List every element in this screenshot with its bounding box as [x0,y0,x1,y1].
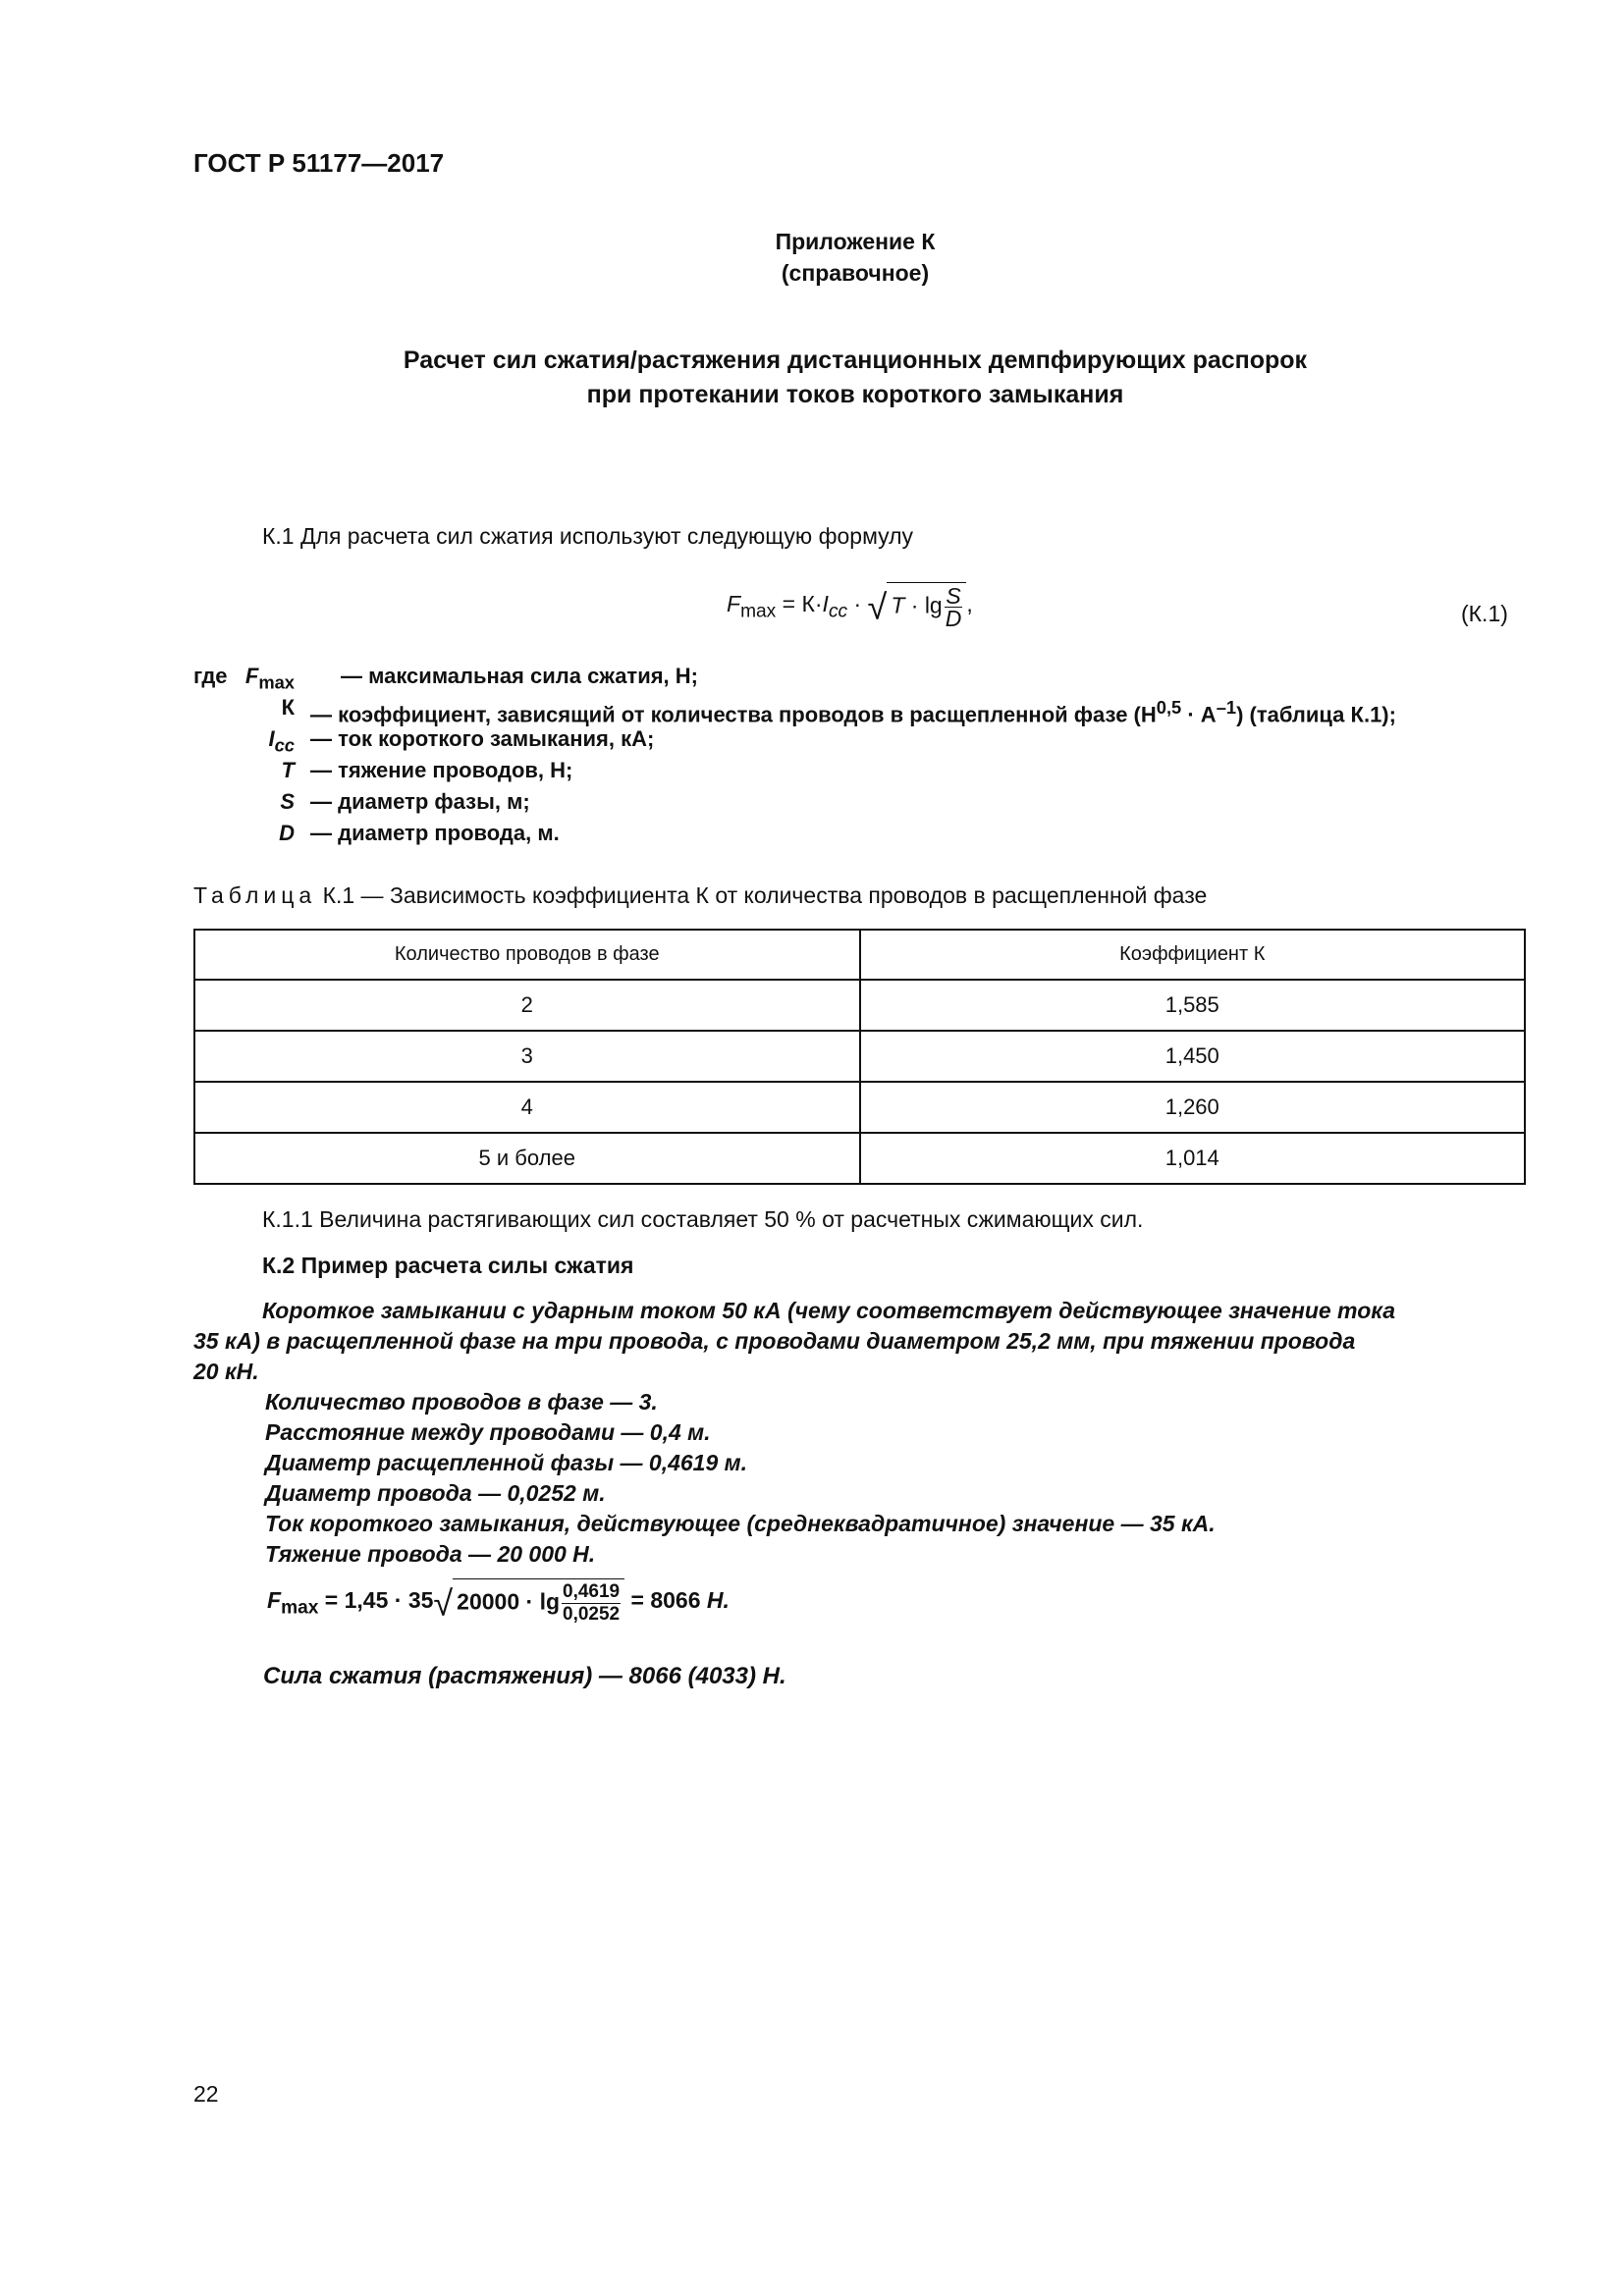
example-line-1: Короткое замыкании с ударным током 50 кА (чему соответствует действующее значение тока [262,1298,1395,1323]
example-data-item: Диаметр провода — 0,0252 м. [265,1480,606,1506]
where-item-k: К — коэффициент, зависящий от количества проводов в расщепленной фазе $(Н^{0,5} \cdot А^{-1})$ (таблица К.1); [281,695,1396,727]
k11-text: К.1.1 Величина растягивающих сил составляет 50 % от расчетных сжимающих сил. [262,1206,1144,1232]
page-number: 22 [193,2081,219,2107]
annex-label: Приложение К [775,229,936,254]
table-header-row [194,930,1525,980]
page-title [0,344,1624,412]
sqrt-expression: √ T · lg $\frac{S}{D}$ [868,582,967,629]
where-item-icc: $I_{cc}$ — ток короткого замыкания, кА; [268,726,655,756]
table-cell: 2 [194,980,860,1031]
annex-heading [0,226,1624,289]
where-item-s: S — диаметр фазы, м; [280,789,530,814]
sqrt-expression: √ 20000 · lg $\frac{0,4619}{0,0252}$ [433,1578,624,1626]
coefficient-table [193,929,1526,1185]
title-line-1: Расчет сил сжатия/растяжения дистанционных демпфирующих распорок [403,347,1308,374]
example-data-item: Тяжение провода — 20 000 Н. [265,1541,596,1567]
where-list [0,661,1624,849]
formula-number: (К.1) [1461,601,1508,626]
example-data-item: Ток короткого замыкания, действующее (среднеквадратичное) значение — 35 кА. [265,1511,1216,1536]
example-data-item: Количество проводов в фазе — 3. [265,1389,658,1415]
column-header-coefficient: Коэффициент К [860,930,1526,980]
formula-k1: $F_{max} = К\cdot I_{cc}$ · √ T · lg $\frac{S}{D}$ , [727,583,973,631]
table-row [194,1031,1525,1082]
result-text: Сила сжатия (растяжения) — 8066 (4033) Н. [263,1663,786,1689]
standard-number: ГОСТ Р 51177—2017 [193,148,445,178]
column-header-wires: Количество проводов в фазе [194,930,860,980]
k1-text: К.1 Для расчета сил сжатия используют следующую формулу [262,523,914,549]
table-cell: 1,450 [860,1031,1526,1082]
table-row [194,1082,1525,1133]
k2-heading: К.2 Пример расчета силы сжатия [262,1253,634,1278]
example-data-item: Диаметр расщепленной фазы — 0,4619 м. [265,1450,748,1475]
fraction-diameters: $\frac{0,4619}{0,0252}$ [563,1581,621,1625]
annex-type: (справочное) [781,260,930,286]
where-item-fmax: $F_{max}$ — максимальная сила сжатия, Н; [244,664,698,693]
table-cell: 1,014 [860,1133,1526,1184]
where-item-d: D — диаметр провода, м. [279,821,560,845]
table-caption: Таблица К.1 — Зависимость коэффициента К от количества проводов в расщепленной фазе [193,882,1208,908]
table-row [194,1133,1525,1184]
where-item-t: T — тяжение проводов, Н; [281,758,573,782]
table-cell: 4 [194,1082,860,1133]
table-cell: 1,260 [860,1082,1526,1133]
calculation-formula: $F_{max} = 1,45 \cdot 35√$ 20000 · lg $\frac{0,4619}{0,0252}$ = 8066 Н. [267,1578,730,1626]
fraction-s-d: $\frac{S}{D}$ [945,583,962,631]
example-line-2: 35 кА) в расщепленной фазе на три провода, с проводами диаметром 25,2 мм, при тяжении провода [193,1328,1356,1354]
example-data-item: Расстояние между проводами — 0,4 м. [265,1419,711,1445]
example-data-list [265,1387,1216,1570]
table-cell: 5 и более [194,1133,860,1184]
where-prefix: где [193,664,228,688]
title-line-2: при протекании токов короткого замыкания [586,381,1124,408]
table-cell: 3 [194,1031,860,1082]
example-line-3: 20 кН. [193,1359,259,1384]
table-row [194,980,1525,1031]
table-cell: 1,585 [860,980,1526,1031]
